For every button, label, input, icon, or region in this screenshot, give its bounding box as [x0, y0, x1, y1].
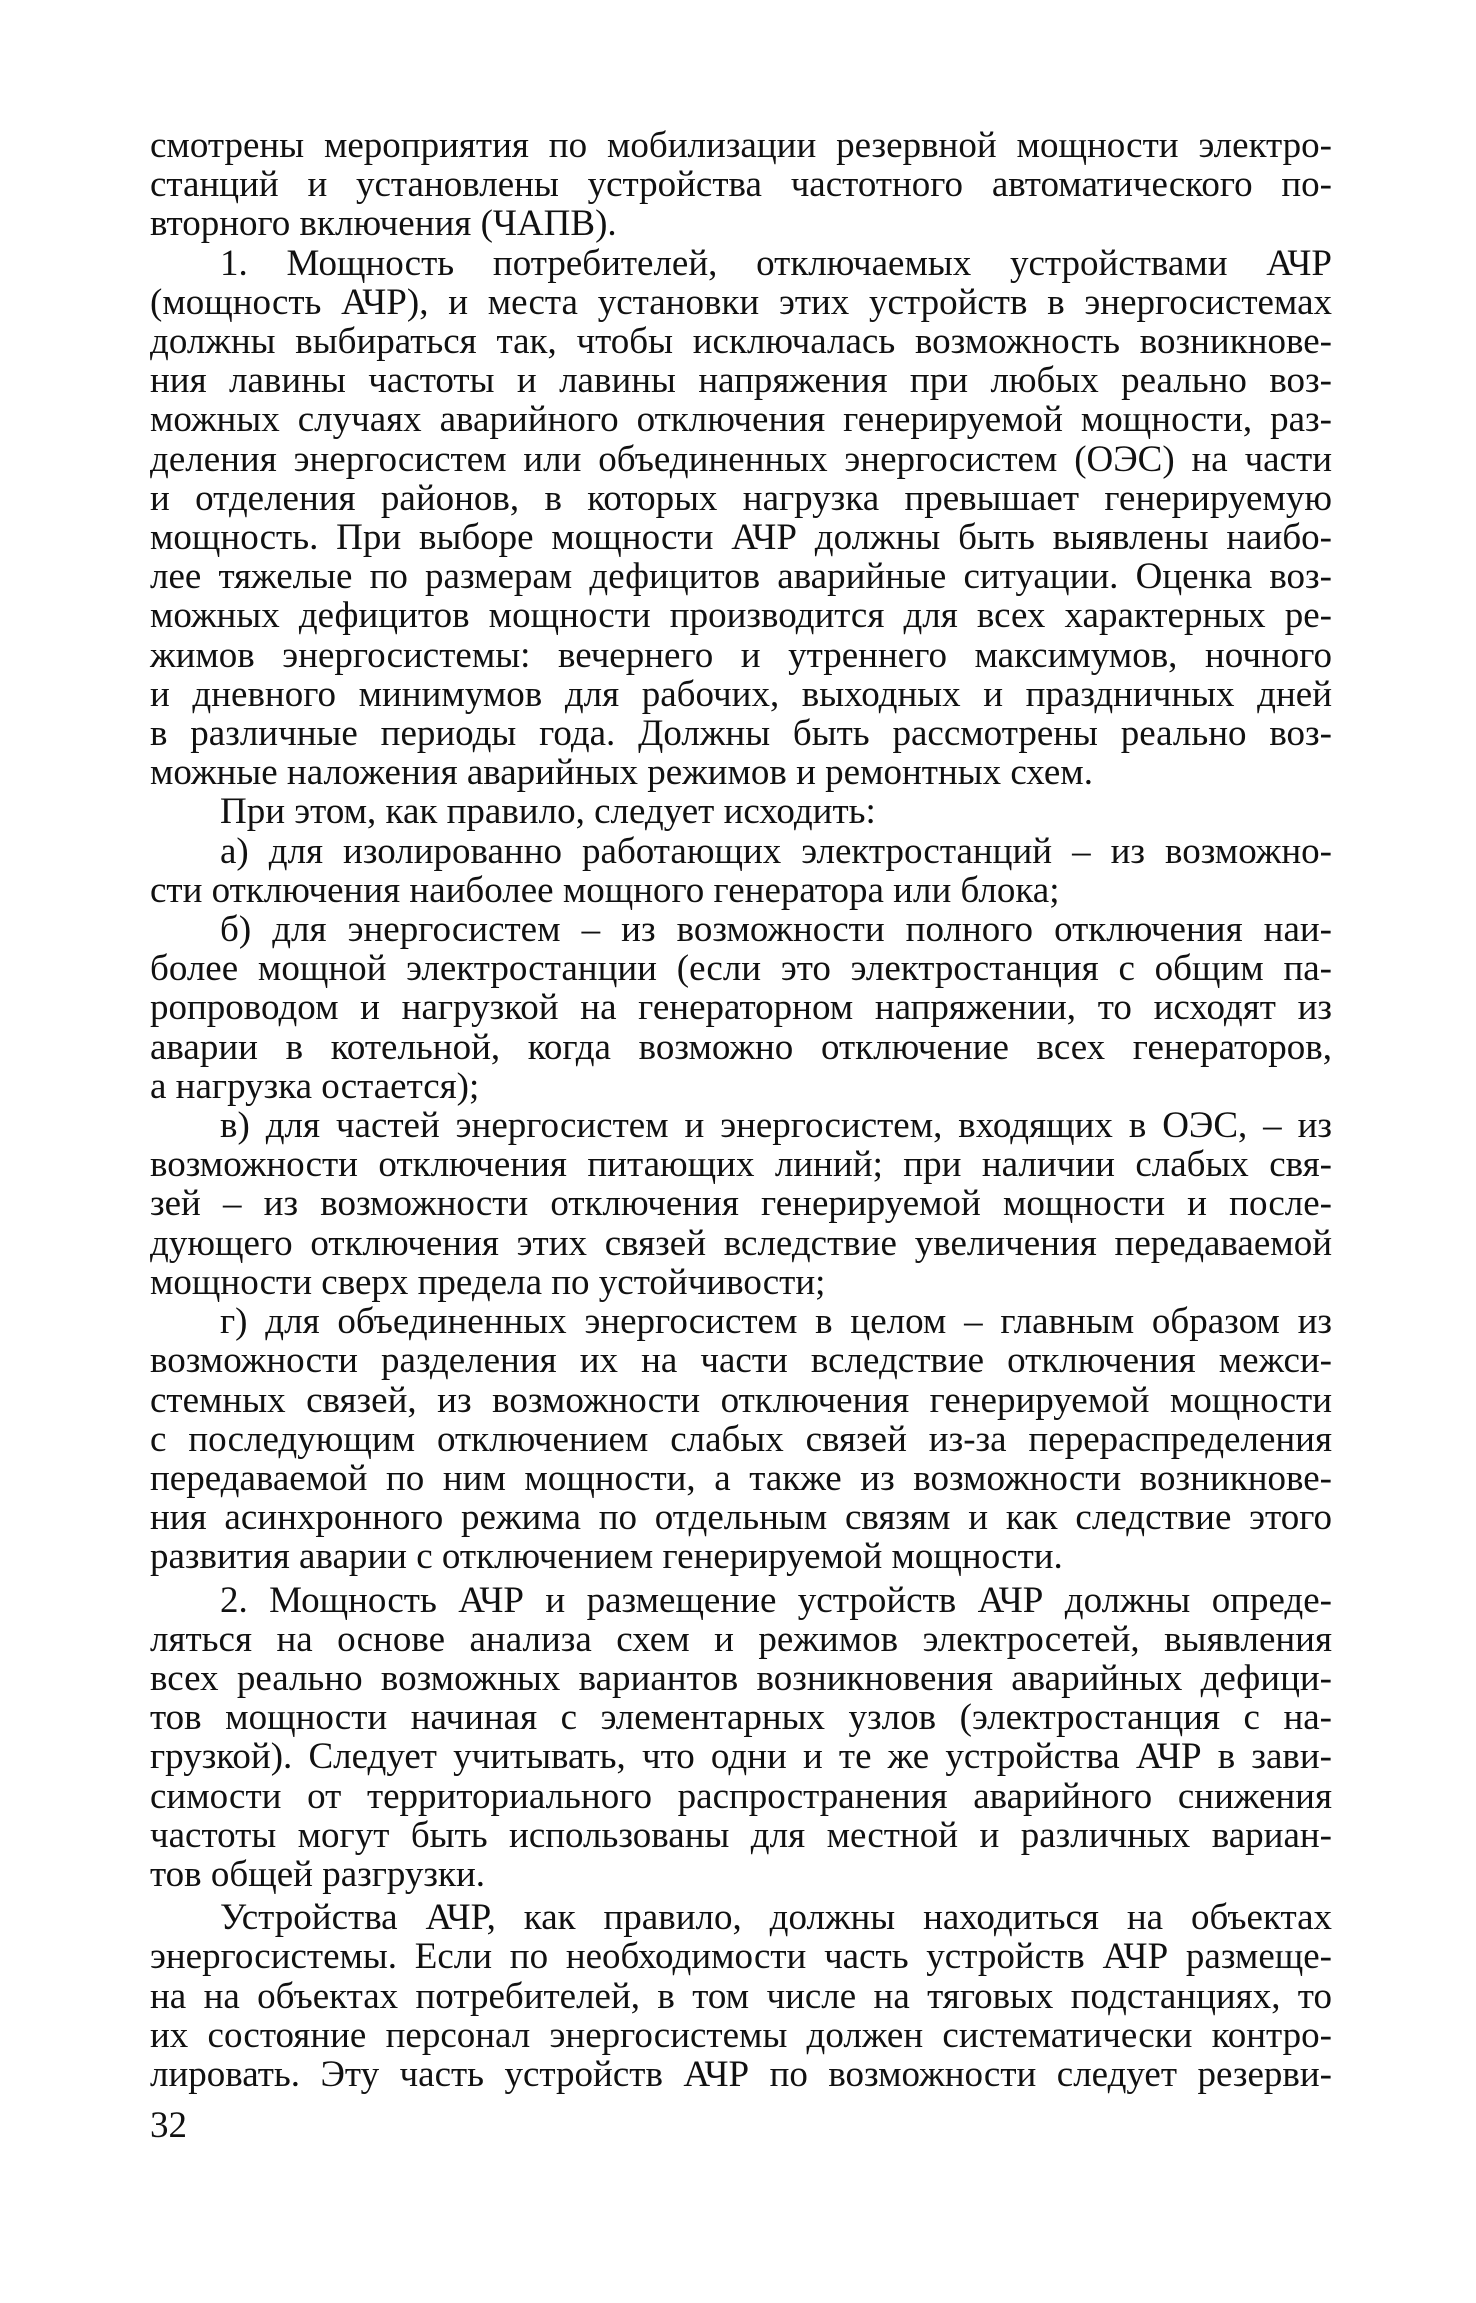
text-line: г) для объединенных энергосистем в целом – главным образом из: [220, 1301, 1332, 1343]
paragraph: [150, 792, 1332, 831]
text-line: и дневного минимумов для рабочих, выходных и праздничных дней: [150, 673, 1332, 715]
text-line: возможности отключения питающих линий; при наличии слабых свя-: [150, 1144, 1332, 1186]
text-line: тов общей разгрузки.: [150, 1853, 486, 1895]
paragraph: [150, 832, 1332, 910]
text-line: частоты могут быть использованы для местной и различных вариан-: [150, 1814, 1332, 1856]
text-line: деления энергосистем или объединенных энергосистем (ОЭС) на части: [150, 438, 1332, 480]
paragraph: [150, 1581, 1332, 1895]
text-line: грузкой). Следует учитывать, что одни и те же устройства АЧР в зави-: [150, 1736, 1332, 1778]
paragraph: [150, 244, 1332, 793]
page-body: [150, 126, 1332, 2094]
text-line: ния лавины частоты и лавины напряжения при любых реально воз-: [150, 360, 1332, 402]
text-line: зей – из возможности отключения генерируемой мощности и после-: [150, 1183, 1332, 1225]
text-line: развития аварии с отключением генерируемой мощности.: [150, 1536, 1063, 1578]
page-number: 32: [150, 2105, 187, 2146]
text-line: передаваемой по ним мощности, а также из возможности возникнове-: [150, 1457, 1332, 1499]
text-line: лее тяжелые по размерам дефицитов аварийные ситуации. Оценка воз-: [150, 556, 1332, 598]
text-line: сти отключения наиболее мощного генератора или блока;: [150, 869, 1060, 911]
text-line: ропроводом и нагрузкой на генераторном напряжении, то исходят из: [150, 987, 1332, 1029]
text-line: вторного включения (ЧАПВ).: [150, 203, 617, 245]
text-line: (мощность АЧР), и места установки этих устройств в энергосистемах: [150, 281, 1332, 323]
text-line: более мощной электростанции (если это электростанция с общим па-: [150, 948, 1332, 990]
text-line: можных дефицитов мощности производится для всех характерных ре-: [150, 595, 1332, 637]
text-line: энергосистемы. Если по необходимости часть устройств АЧР размеще-: [150, 1936, 1332, 1978]
text-line: ния асинхронного режима по отдельным связям и как следствие этого: [150, 1497, 1332, 1539]
text-line: возможности разделения их на части вследствие отключения межси-: [150, 1340, 1332, 1382]
text-line: Устройства АЧР, как правило, должны находиться на объектах: [220, 1897, 1332, 1939]
text-line: станций и установлены устройства частотного автоматического по-: [150, 164, 1332, 206]
paragraph: [150, 126, 1332, 244]
text-line: 1. Мощность потребителей, отключаемых устройствами АЧР: [220, 242, 1332, 284]
text-line: в различные периоды года. Должны быть рассмотрены реально воз-: [150, 713, 1332, 755]
text-line: на на объектах потребителей, в том числе на тяговых подстанциях, то: [150, 1975, 1332, 2017]
text-line: При этом, как правило, следует исходить:: [220, 791, 876, 833]
text-line: 2. Мощность АЧР и размещение устройств АЧР должны опреде-: [220, 1579, 1332, 1621]
text-line: можные наложения аварийных режимов и ремонтных схем.: [150, 752, 1093, 794]
paragraph: [150, 1302, 1332, 1576]
text-line: смотрены мероприятия по мобилизации резервной мощности электро-: [150, 125, 1332, 166]
text-line: мощности сверх предела по устойчивости;: [150, 1261, 826, 1303]
text-line: всех реально возможных вариантов возникновения аварийных дефици-: [150, 1657, 1332, 1699]
text-line: тов мощности начиная с элементарных узлов (электростанция с на-: [150, 1697, 1332, 1739]
text-line: должны выбираться так, чтобы исключалась возможность возникнове-: [150, 321, 1332, 363]
text-line: в) для частей энергосистем и энергосистем, входящих в ОЭС, – из: [220, 1105, 1332, 1147]
paragraph: [150, 1106, 1332, 1302]
text-line: б) для энергосистем – из возможности полного отключения наи-: [220, 909, 1332, 951]
text-line: аварии в котельной, когда возможно отключение всех генераторов,: [150, 1026, 1332, 1068]
paragraph: [150, 1898, 1332, 2094]
text-line: лировать. Эту часть устройств АЧР по возможности следует резерви-: [150, 2053, 1332, 2095]
text-line: мощность. При выборе мощности АЧР должны быть выявлены наибо-: [150, 517, 1332, 559]
text-line: а) для изолированно работающих электростанций – из возможно-: [220, 830, 1332, 872]
text-line: их состояние персонал энергосистемы должен систематически контро-: [150, 2014, 1332, 2056]
text-line: жимов энергосистемы: вечернего и утреннего максимумов, ночного: [150, 634, 1332, 676]
paragraph: [150, 910, 1332, 1106]
text-line: и отделения районов, в которых нагрузка превышает генерируемую: [150, 477, 1332, 519]
text-line: с последующим отключением слабых связей из-за перераспределения: [150, 1418, 1332, 1460]
text-line: стемных связей, из возможности отключения генерируемой мощности: [150, 1379, 1332, 1421]
text-line: можных случаях аварийного отключения генерируемой мощности, раз-: [150, 399, 1332, 441]
text-line: дующего отключения этих связей вследствие увеличения передаваемой: [150, 1222, 1332, 1264]
text-line: а нагрузка остается);: [150, 1065, 480, 1107]
text-line: симости от территориального распространения аварийного снижения: [150, 1775, 1332, 1817]
text-line: ляться на основе анализа схем и режимов электросетей, выявления: [150, 1618, 1332, 1660]
